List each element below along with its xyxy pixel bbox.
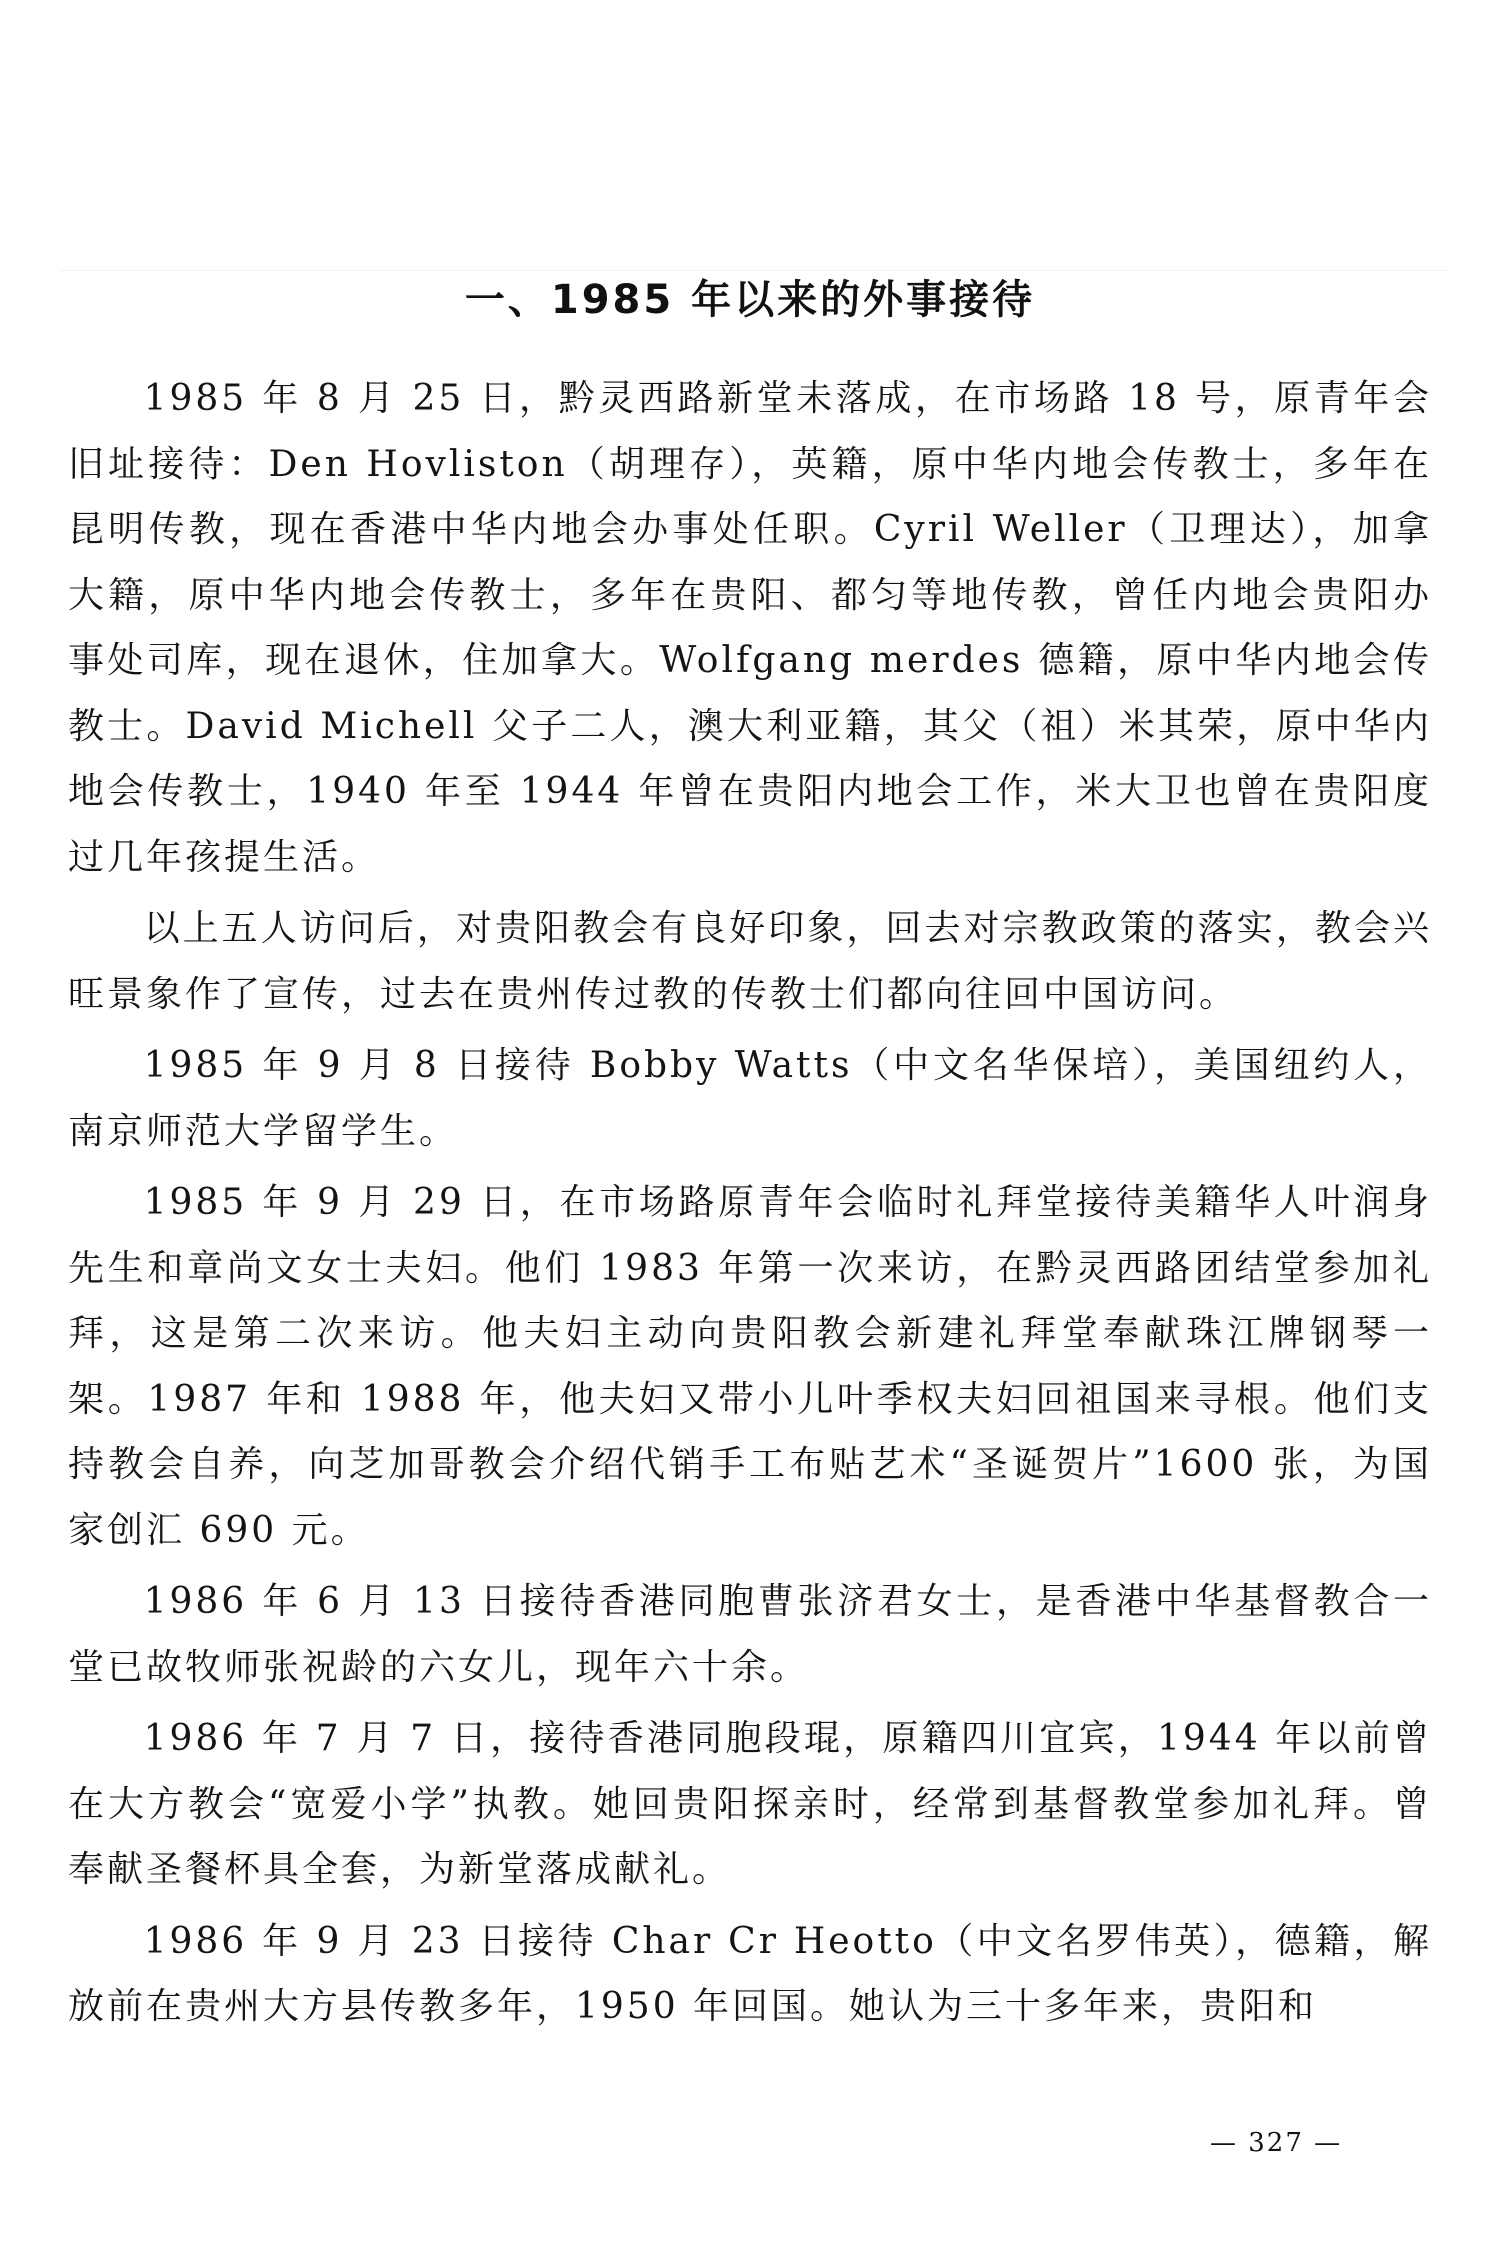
paragraph-visit-impression: 以上五人访问后，对贵阳教会有良好印象，回去对宗教政策的落实，教会兴旺景象作了宣传，过去在贵州传过教的传教士们都向往回中国访问。 xyxy=(68,908,1432,1015)
section-title: 一、1985 年以来的外事接待 xyxy=(464,277,1036,323)
paragraph-1985-09-29: 1985 年 9 月 29 日，在市场路原青年会临时礼拜堂接待美籍华人叶润身先生和章尚文女士夫妇。他们 1983 年第一次来访，在黔灵西路团结堂参加礼拜，这是第二次来访。他夫妇主动向贵阳教会新建礼拜堂奉献珠江牌钢琴一架。1987 年和 1988 年，他夫妇又带小儿叶季权夫妇回祖国来寻根。他们支持教会自养，向芝加哥教会介绍代销手工布贴艺术“圣诞贺片”1600 张，为国家创汇 690 元。 xyxy=(68,1182,1432,1551)
paragraph-1985-09-08: 1985 年 9 月 8 日接待 Bobby Watts（中文名华保培），美国纽约人，南京师范大学留学生。 xyxy=(68,1045,1432,1152)
page-number: — 327 — xyxy=(1210,2128,1343,2158)
paragraph-1986-06-13: 1986 年 6 月 13 日接待香港同胞曹张济君女士，是香港中华基督教合一堂已故牧师张祝龄的六女儿，现年六十余。 xyxy=(68,1581,1432,1688)
paragraph-1986-09-23: 1986 年 9 月 23 日接待 Char Cr Heotto（中文名罗伟英），德籍，解放前在贵州大方县传教多年，1950 年回国。她认为三十多年来，贵阳和 xyxy=(68,1920,1432,2027)
paragraph-1985-08-25: 1985 年 8 月 25 日，黔灵西路新堂未落成，在市场路 18 号，原青年会旧址接待：Den Hovliston（胡理存），英籍，原中华内地会传教士，多年在昆明传教，现在香港中华内地会办事处任职。Cyril Weller（卫理达），加拿大籍，原中华内地会传教士，多年在贵阳、都匀等地传教，曾任内地会贵阳办事处司库，现在退休，住加拿大。Wolfgang merdes 德籍，原中华内地会传教士。David Michell 父子二人，澳大利亚籍，其父（祖）米其荣，原中华内地会传教士，1940 年至 1944 年曾在贵阳内地会工作，米大卫也曾在贵阳度过几年孩提生活。 xyxy=(68,378,1432,878)
body-text xyxy=(68,366,1432,2046)
paragraph-1986-07-07: 1986 年 7 月 7 日，接待香港同胞段琨，原籍四川宜宾，1944 年以前曾在大方教会“宽爱小学”执教。她回贵阳探亲时，经常到基督教堂参加礼拜。曾奉献圣餐杯具全套，为新堂落成献礼。 xyxy=(68,1718,1432,1890)
